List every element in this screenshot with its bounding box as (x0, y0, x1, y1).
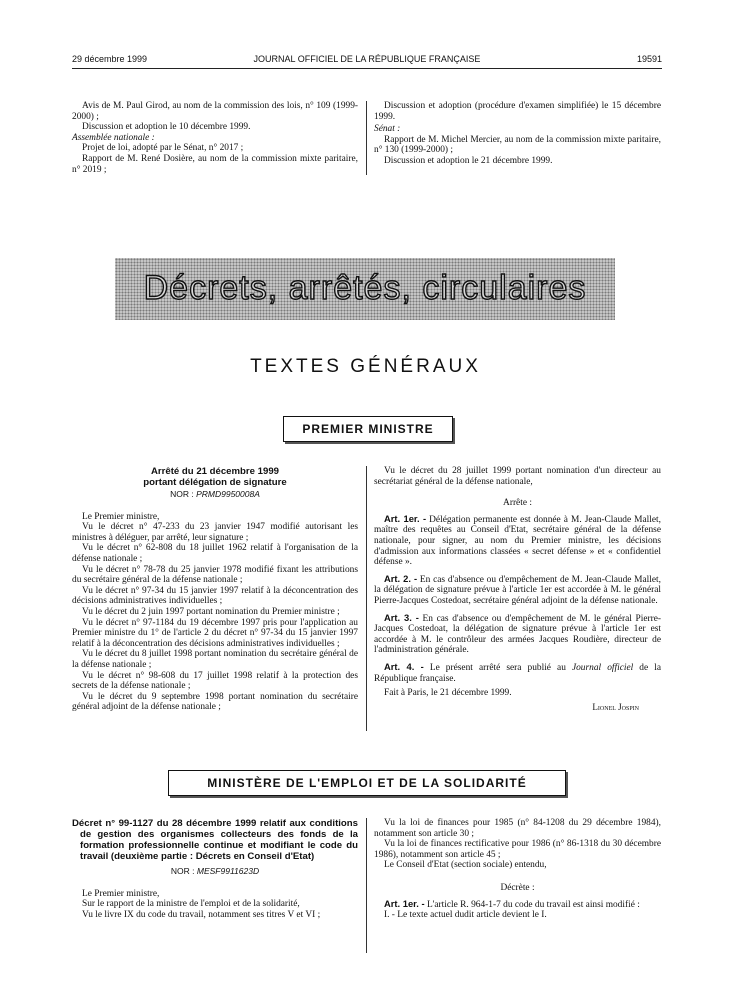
paragraph: Le Conseil d'Etat (section sociale) entendu, (384, 860, 547, 871)
arrete-title-line-1: Arrêté du 21 décembre 1999 (151, 466, 279, 477)
header-rule (72, 68, 662, 69)
senat-label: Sénat : (374, 124, 401, 135)
visa: Vu le décret n° 97-1184 du 19 décembre 1997 pris pour l'application au Premier ministre du 1° de l'article 2 du décret n° 97-34 du 15 janvier 1997 relatif à la déconcentration des décisions administratives individuelles ; (72, 617, 358, 649)
decret-nor (72, 866, 358, 877)
visa: Vu le décret n° 47-233 du 23 janvier 1947 modifié autorisant les ministres à déléguer, par arrêté, leur signature ; (72, 522, 358, 543)
article-label: Art. 1er. - (384, 512, 427, 524)
article-3 (374, 613, 661, 656)
article-label: Art. 1er. - (384, 897, 425, 909)
article-text: Délégation permanente est donnée à M. Jean-Claude Mallet, maître des requêtes au Conseil d'Etat, secrétaire général de la défense nationale, pour signer, au nom du Premier ministre, les décisions d'admission aux informations classées « secret défense » et « confidentiel défense ». (374, 514, 661, 568)
column-divider (366, 466, 367, 731)
top-right-column (374, 101, 661, 167)
visa: Vu le décret n° 97-34 du 15 janvier 1997 relatif à la déconcentration des décisions administratives individuelles ; (72, 585, 358, 607)
article-text: de la République française. (374, 662, 661, 684)
visa: Vu le décret n° 78-78 du 25 janvier 1978 modifié fixant les attributions du secrétaire général de la défense nationale ; (72, 564, 358, 586)
article-text: Le présent arrêté sera publié au (423, 662, 572, 673)
section-heading: TEXTES GÉNÉRAUX (250, 356, 481, 377)
article-label: Art. 4. - (384, 660, 424, 672)
decret-article-1 (374, 899, 661, 911)
paragraph: I. - Le texte actuel dudit article devient le I. (384, 910, 547, 921)
visa: Vu le décret du 8 juillet 1998 portant nomination du secrétaire général de la défense nationale ; (72, 649, 358, 670)
arrete-intro: Le Premier ministre, (82, 511, 160, 522)
visa: Vu le décret du 2 juin 1997 portant nomination du Premier ministre ; (82, 606, 340, 617)
paragraph: Discussion et adoption (procédure d'examen simplifiée) le 15 décembre 1999. (374, 101, 661, 122)
paragraph: Vu le livre IX du code du travail, notamment ses titres V et VI ; (82, 909, 321, 920)
article-text: En cas d'absence ou d'empêchement de M. Jean-Claude Mallet, la délégation de signature prévue à l'article 1er est accordée à M. le général Pierre-Jacques Costedoat, secrétaire général adjoint de la défense nationale. (374, 574, 662, 606)
assemblee-label: Assemblée nationale : (72, 132, 155, 143)
article-label: Art. 2. - (384, 572, 418, 584)
decret-left-column (72, 818, 358, 920)
header-journal-title: JOURNAL OFFICIEL DE LA RÉPUBLIQUE FRANÇAISE (253, 54, 481, 64)
paragraph: Le Premier ministre, (82, 888, 160, 899)
paragraph: Discussion et adoption le 21 décembre 1999. (384, 155, 553, 166)
decret-decision-word: Décrète : (500, 882, 535, 893)
nor-label: NOR : (170, 489, 197, 499)
paragraph: Discussion et adoption le 10 décembre 1999. (82, 122, 251, 133)
nor-label: NOR : (170, 866, 197, 876)
column-divider (366, 101, 367, 175)
arrete-left-column (72, 466, 358, 713)
paragraph: Rapport de M. René Dosière, au nom de la commission mixte paritaire, n° 2019 ; (72, 153, 358, 175)
ministry-heading-emploi-solidarite: MINISTÈRE DE L'EMPLOI ET DE LA SOLIDARITÉ (168, 770, 566, 796)
paragraph: Rapport de M. Michel Mercier, au nom de la commission mixte paritaire, n° 130 (1999-2000) ; (374, 134, 661, 156)
header-date: 29 décembre 1999 (72, 54, 148, 64)
paragraph: Avis de M. Paul Girod, au nom de la commission des lois, n° 109 (1999-2000) ; (72, 101, 358, 122)
paragraph: Projet de loi, adopté par le Sénat, n° 2017 ; (82, 143, 244, 154)
rubric-banner-title: Décrets, arrêtés, circulaires (143, 269, 587, 307)
header-page-number: 19591 (636, 54, 662, 64)
article-2 (374, 574, 661, 607)
running-head (72, 52, 662, 68)
top-left-column (72, 101, 358, 175)
article-text: L'article R. 964-1-7 du code du travail est ainsi modifié : (424, 899, 640, 910)
visa: Vu le décret du 9 septembre 1998 portant nomination du secrétaire général adjoint de la défense nationale ; (72, 691, 358, 713)
visa: Vu la loi de finances rectificative pour 1986 (n° 86-1318 du 30 décembre 1986), notamment son article 45 ; (374, 839, 661, 860)
arrete-title (72, 466, 358, 488)
article-4 (374, 662, 661, 684)
visa: Vu le décret du 28 juillet 1999 portant nomination d'un directeur au secrétariat général de la défense nationale, (374, 466, 661, 487)
visa: Vu le décret n° 62-808 du 18 juillet 1962 relatif à l'organisation de la défense nationale ; (72, 543, 358, 564)
arrete-title-line-2: portant délégation de signature (143, 477, 287, 488)
visa: Vu la loi de finances pour 1985 (n° 84-1208 du 29 décembre 1984), notamment son article 30 ; (374, 818, 661, 839)
nor-code: MESF9911623D (196, 866, 260, 876)
arrete-nor (72, 489, 358, 500)
article-label: Art. 3. - (384, 611, 419, 623)
article-text: En cas d'absence ou d'empêchement de M. le général Pierre-Jacques Costedoat, la délégation de signature prévue à l'article 1er est accordée à M. le contrôleur des armées Jacques Roudière, directeur de l'administration générale. (374, 613, 662, 656)
paragraph: Sur le rapport de la ministre de l'emploi et de la solidarité, (82, 899, 300, 910)
decret-title: Décret n° 99-1127 du 28 décembre 1999 relatif aux conditions de gestion des organismes collecteurs des fonds de la formation professionnelle continue et modifiant le code du travail (deuxième partie : Décrets en Conseil d'Etat) (72, 818, 358, 862)
article-1 (374, 514, 661, 568)
visa: Vu le décret n° 98-608 du 17 juillet 1998 relatif à la protection des secrets de la défense nationale ; (72, 670, 358, 692)
decret-right-column (374, 818, 661, 921)
journal-officiel-italic: Journal officiel (571, 662, 634, 673)
column-divider (366, 818, 367, 953)
signature: Lionel Jospin (592, 701, 639, 712)
fait-a-paris: Fait à Paris, le 21 décembre 1999. (384, 688, 512, 699)
ministry-heading-premier-ministre: PREMIER MINISTRE (283, 416, 453, 442)
nor-code: PRMD9950008A (196, 489, 260, 499)
arrete-decision-word: Arrête : (503, 498, 532, 509)
arrete-right-column (374, 466, 661, 712)
